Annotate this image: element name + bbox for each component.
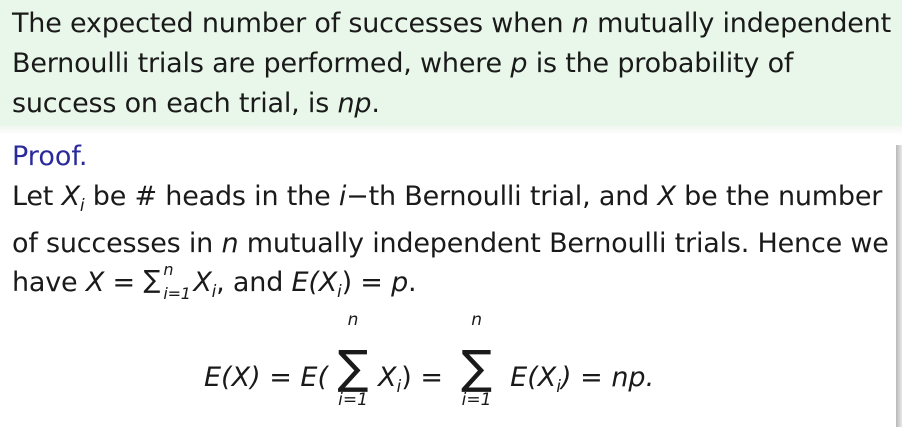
sum-lower-limit: i=1 (163, 284, 191, 303)
proof-text-part: Let (12, 181, 62, 212)
sigma-symbol: ∑ (143, 265, 160, 294)
var-n: n (571, 8, 589, 39)
display-equation (204, 310, 724, 422)
equation-part: E(X (501, 362, 557, 393)
equation-part: X (378, 362, 397, 393)
proof-text-part: −th Bernoulli trial, and (346, 181, 658, 212)
subscript-i: i (337, 282, 342, 302)
equation-line (204, 310, 655, 410)
sum-upper-limit: n (163, 260, 174, 279)
var-i: i (338, 181, 347, 212)
big-sum-2 (452, 310, 502, 410)
big-sum-1 (328, 310, 378, 410)
equation-part: ) = (401, 362, 452, 393)
proof-text-part: . (408, 267, 417, 298)
proof-title: Proof. (12, 141, 88, 172)
proof-text-part: ) = (341, 267, 392, 298)
var-p: p (391, 267, 409, 298)
sigma-symbol: ∑ (461, 340, 493, 394)
sigma-symbol: ∑ (337, 340, 369, 394)
proof-text-part: be # heads in the (84, 181, 339, 212)
var-p: p (510, 48, 528, 79)
sum-upper-limit: n (471, 310, 482, 330)
subscript-i: i (396, 377, 402, 397)
var-X: X (657, 181, 676, 212)
proof-text-part: , and (216, 267, 292, 298)
proof-body (12, 178, 896, 311)
var-X: X (85, 267, 105, 298)
equation-part: E(X) = E( (204, 362, 329, 393)
theorem-block (0, 0, 902, 126)
var-X: X (193, 267, 212, 298)
subscript-i: i (211, 282, 217, 302)
theorem-text-part: The expected number of successes when (12, 8, 572, 39)
proof-block-shadow (896, 145, 902, 427)
proof-text-part: mutually independent Bernoulli trials. Hence we have (12, 228, 889, 298)
sum-lower-limit: i=1 (338, 390, 368, 410)
theorem-statement (12, 4, 896, 124)
theorem-text-part: . (371, 88, 380, 119)
var-np: np (337, 88, 372, 119)
subscript-i: i (79, 196, 85, 216)
subscript-i: i (556, 377, 561, 397)
proof-text-part: be the number of successes in (12, 181, 883, 259)
theorem-text-part: mutually independent Bernoulli trials are performed, where (12, 8, 891, 79)
theorem-text-part: is the probability of success on each trial, is (12, 48, 794, 119)
var-n: n (221, 228, 239, 259)
equation-part: ) = np. (561, 362, 655, 393)
var-X: X (61, 181, 80, 212)
inline-sum (143, 260, 193, 303)
sum-lower-limit: i=1 (461, 390, 492, 410)
equals-sign: = (104, 267, 144, 298)
expectation-term: E(X (291, 267, 338, 298)
sum-upper-limit: n (347, 310, 359, 330)
